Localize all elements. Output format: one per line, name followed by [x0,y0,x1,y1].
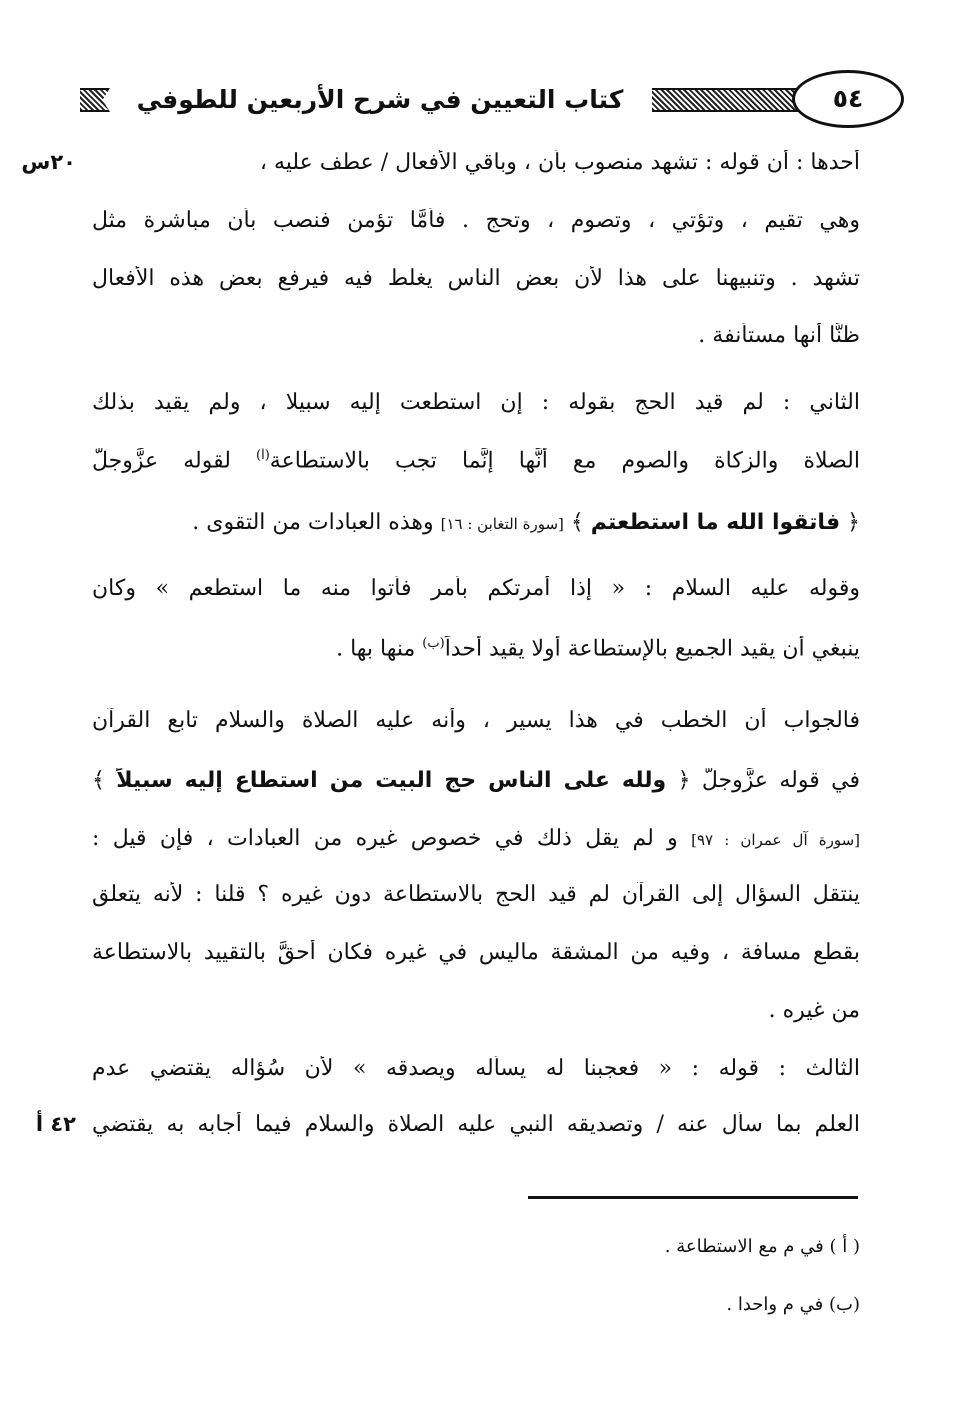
paragraph-3-line-2 [92,636,860,661]
page-number: ٥٤ [792,70,904,128]
paragraph-2-text-b: لقوله عزَّوجلَّ [92,448,257,474]
quran-bracket-close-2: ﴾ [92,768,117,793]
paragraph-4-line-3 [92,826,860,851]
paragraph-4-line-5: بقطع مسافة ، وفيه من المشقة ماليس في غيره فكان أحقَّ بالتقييد بالاستطاعة [92,940,860,965]
quran-bracket-open: ﴿ [840,510,860,535]
paragraph-2-line-1: الثاني : لم قيد الحج بقوله : إن استطعت إليه سبيلا ، ولم يقيد بذلك [92,390,860,415]
margin-manuscript-ref-bottom: ٤٢ أ [35,1112,76,1136]
margin-manuscript-ref-top: ٢٠س [21,150,76,174]
paragraph-5-line-2: العلم بما سأل عنه / وتصديقه النبي عليه الصلاة والسلام فيما أجابه به يقتضي [92,1112,860,1137]
page-header [80,68,868,130]
paragraph-1-line-2: وهي تقيم ، وتؤتي ، وتصوم ، وتحج . فأمَّا تؤمن فنصب بأن مباشرة مثل [92,208,860,233]
footnote-separator [528,1196,858,1199]
paragraph-1-line-4: ظنًّا أنها مستأنفة . [698,323,860,348]
paragraph-1-line-1: أحدها : أن قوله : تشهد منصوب بأن ، وباقي الأفعال / عطف عليه ، [259,150,860,175]
surah-reference-al-imran: [سورة آل عمران : ٩٧] [691,831,860,849]
paragraph-2-line-2 [92,448,860,473]
footnote-marker-b: (ب) [422,636,445,651]
footnote-marker-a: (أ) [256,448,270,463]
quran-verse-al-imran: ولله على الناس حج البيت من استطاع إليه سبيلاً [116,768,667,793]
paragraph-4-line-2 [92,768,860,793]
quran-verse-taghabun: فاتقوا الله ما استطعتم [590,510,841,535]
paragraph-1-line-3: تشهد . وتنبيهنا على هذا لأن بعض الناس يغلط فيه فيرفع بعض هذه الأفعال [92,266,860,291]
book-title: كتاب التعيين في شرح الأربعين للطوفي [136,85,624,114]
surah-reference-taghabun: [سورة التغابن : ١٦] [440,515,564,533]
footnote-b: (ب) في م واحدا . [726,1294,860,1315]
paragraph-4-line-6: من غيره . [768,998,860,1023]
header-ornament-left [80,88,110,112]
paragraph-4-text-a: في قوله عزَّوجلَّ ﴿ [666,768,860,793]
quran-bracket-close: ﴾ [563,510,591,535]
paragraph-3-line-1: وقوله عليه السلام : « إذا أمرتكم بأمر فأتوا منه ما استطعم » وكان [92,576,860,601]
paragraph-4-line-4: ينتقل السؤال إلى القرآن لم قيد الحج بالاستطاعة دون غيره ؟ قلنا : لأنه يتعلق [92,882,860,907]
paragraph-4-text-b: و لم يقل ذلك في خصوص غيره من العبادات ، فإن قيل : [92,826,692,851]
paragraph-4-line-1: فالجواب أن الخطب في هذا يسير ، وأنه عليه الصلاة والسلام تابع القرآن [92,708,860,733]
paragraph-2-line-3 [92,510,860,535]
paragraph-2-text-a: الصلاة والزكاة والصوم مع أنَّها إنَّما تجب بالاستطاعة [269,448,860,474]
paragraph-5-line-1: الثالث : قوله : « فعجبنا له يسأله ويصدقه » لأن سُؤاله يقتضي عدم [92,1056,860,1081]
footnote-a: ( أ ) في م مع الاستطاعة . [664,1236,860,1257]
paragraph-3-text-a: ينبغي أن يقيد الجميع بالإستطاعة أولا يقيد أحداً [444,636,860,662]
paragraph-3-text-b: منها بها . [336,636,423,662]
paragraph-2-text-c: وهذه العبادات من التقوى . [192,510,441,535]
